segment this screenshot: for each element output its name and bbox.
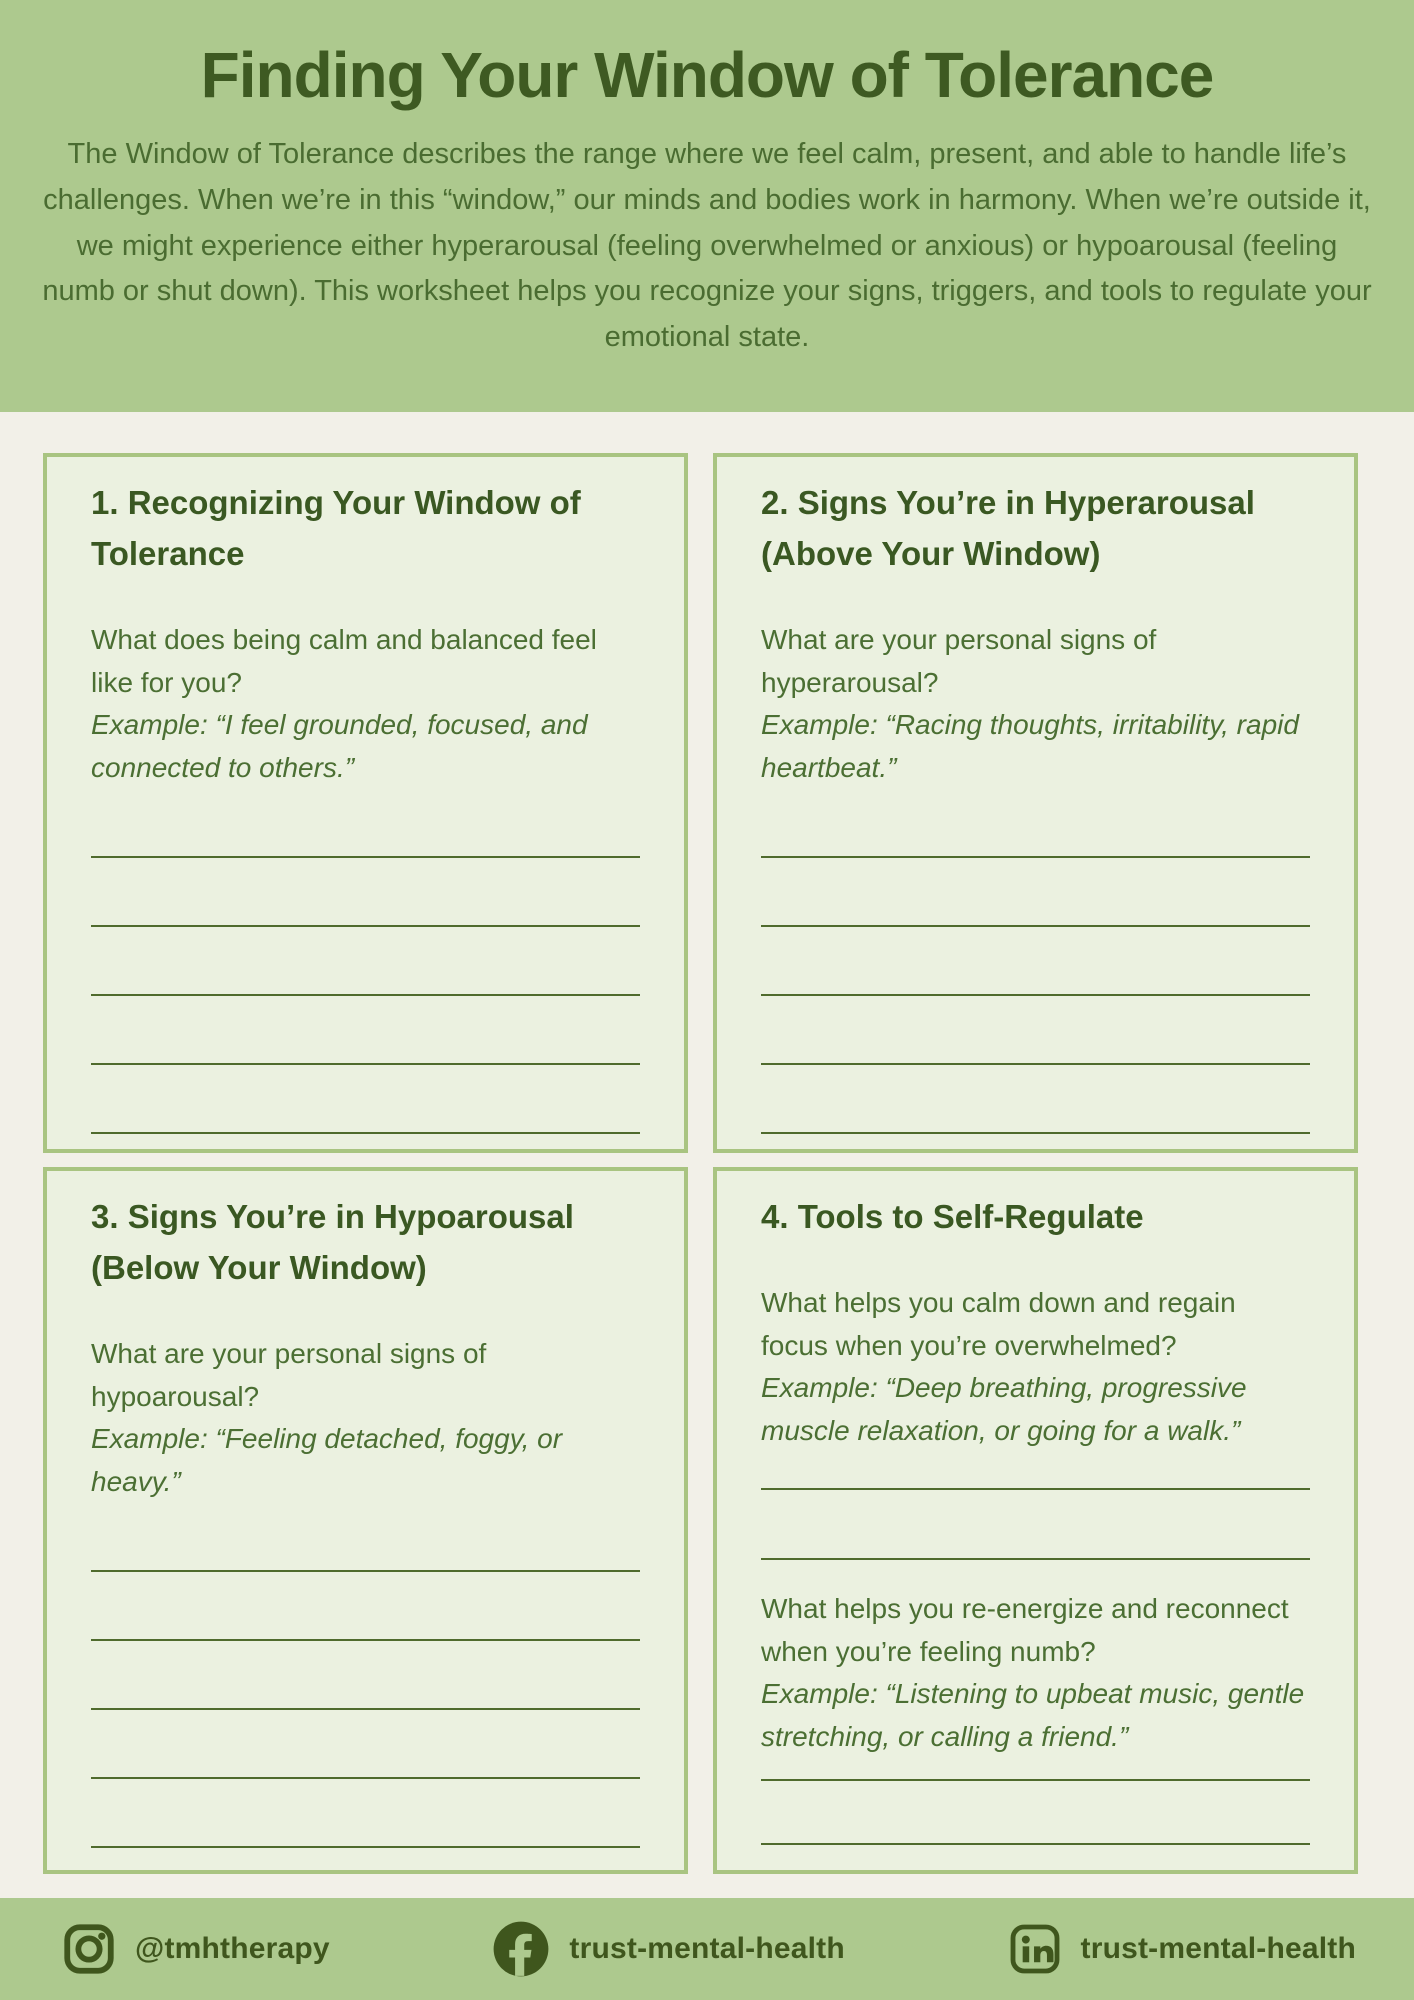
page-title: Finding Your Window of Tolerance bbox=[200, 39, 1214, 111]
answer-line[interactable] bbox=[91, 1710, 640, 1779]
answer-line[interactable] bbox=[761, 789, 1310, 858]
section-2-example: Example: “Racing thoughts, irritability, rapid heartbeat.” bbox=[761, 709, 1299, 783]
worksheet-grid bbox=[43, 453, 1368, 1874]
answer-line[interactable] bbox=[91, 1572, 640, 1641]
section-card-2 bbox=[713, 453, 1358, 1153]
answer-line[interactable] bbox=[91, 858, 640, 927]
instagram-handle: @tmhtherapy bbox=[135, 1932, 330, 1965]
answer-line[interactable] bbox=[761, 1065, 1310, 1134]
section-card-1 bbox=[43, 453, 688, 1153]
answer-line[interactable] bbox=[91, 1779, 640, 1848]
section-3-answer-lines bbox=[91, 1503, 640, 1848]
section-4-example-2: Example: “Listening to upbeat music, gentle stretching, or calling a friend.” bbox=[761, 1678, 1305, 1752]
section-card-4 bbox=[713, 1167, 1358, 1874]
answer-line[interactable] bbox=[91, 927, 640, 996]
facebook-icon bbox=[490, 1918, 552, 1980]
answer-line[interactable] bbox=[761, 1781, 1310, 1845]
answer-line[interactable] bbox=[761, 1759, 1310, 1781]
instagram-icon bbox=[60, 1920, 118, 1978]
header-banner bbox=[0, 0, 1414, 412]
section-2-question: What are your personal signs of hyperarousal? bbox=[761, 624, 1157, 698]
facebook-link[interactable] bbox=[490, 1918, 845, 1980]
section-4-example-1: Example: “Deep breathing, progressive muscle relaxation, or going for a walk.” bbox=[761, 1372, 1247, 1446]
answer-line[interactable] bbox=[761, 996, 1310, 1065]
section-2-answer-lines bbox=[761, 789, 1310, 1134]
footer-bar bbox=[0, 1898, 1414, 2000]
linkedin-handle: trust-mental-health bbox=[1080, 1932, 1356, 1965]
instagram-link[interactable] bbox=[60, 1920, 330, 1978]
section-4-question-2: What helps you re-energize and reconnect when you’re feeling numb? bbox=[761, 1593, 1289, 1667]
answer-line[interactable] bbox=[761, 1490, 1310, 1560]
answer-line[interactable] bbox=[91, 1503, 640, 1572]
section-2-title: 2. Signs You’re in Hyperarousal (Above Your Window) bbox=[761, 484, 1255, 573]
answer-line[interactable] bbox=[761, 927, 1310, 996]
answer-line[interactable] bbox=[761, 858, 1310, 927]
linkedin-icon bbox=[1006, 1920, 1064, 1978]
answer-line[interactable] bbox=[91, 789, 640, 858]
section-1-question: What does being calm and balanced feel like for you? bbox=[91, 624, 597, 698]
answer-line[interactable] bbox=[761, 1452, 1310, 1490]
answer-line[interactable] bbox=[91, 1065, 640, 1134]
section-1-answer-lines bbox=[91, 789, 640, 1134]
intro-text: The Window of Tolerance describes the range where we feel calm, present, and able to handle life’s challenges. When we’re in this “window,” our minds and bodies work in harmony. When we’re outside it, we might experience either hyperarousal (feeling overwhelmed or anxious) or hypoarousal (feeling numb or shut down). This worksheet helps you recognize your signs, triggers, and tools to regulate your emotional state. bbox=[42, 138, 1372, 354]
section-1-title: 1. Recognizing Your Window of Tolerance bbox=[91, 484, 581, 573]
section-3-question: What are your personal signs of hypoarousal? bbox=[91, 1338, 487, 1412]
section-1-example: Example: “I feel grounded, focused, and connected to others.” bbox=[91, 709, 588, 783]
section-3-example: Example: “Feeling detached, foggy, or heavy.” bbox=[91, 1423, 563, 1497]
section-4-answer-lines-1 bbox=[761, 1452, 1310, 1560]
section-3-title: 3. Signs You’re in Hypoarousal (Below Your Window) bbox=[91, 1198, 574, 1287]
answer-line[interactable] bbox=[91, 1641, 640, 1710]
section-4-answer-lines-2 bbox=[761, 1759, 1310, 1845]
facebook-handle: trust-mental-health bbox=[569, 1932, 845, 1965]
answer-line[interactable] bbox=[91, 996, 640, 1065]
section-card-3 bbox=[43, 1167, 688, 1874]
section-4-title: 4. Tools to Self-Regulate bbox=[761, 1198, 1144, 1235]
linkedin-link[interactable] bbox=[1006, 1920, 1357, 1978]
section-4-question-1: What helps you calm down and regain focus when you’re overwhelmed? bbox=[761, 1287, 1236, 1361]
